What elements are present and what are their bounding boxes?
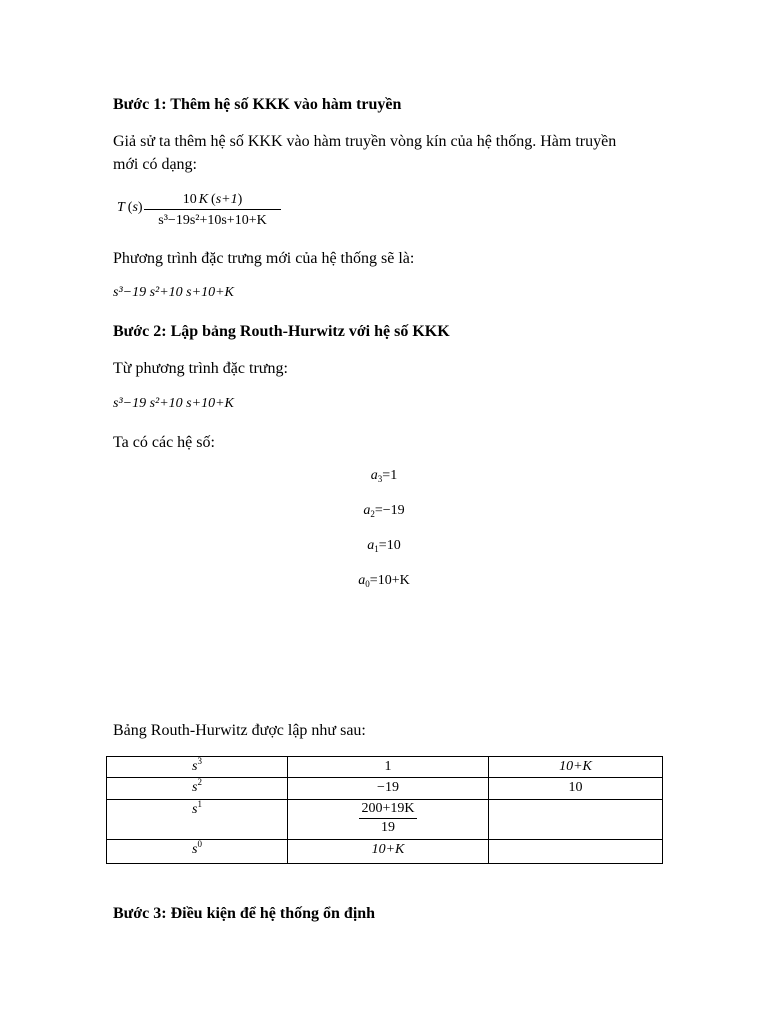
fraction-numerator: 200+19K (359, 800, 416, 819)
transfer-function-lhs: T (s) (117, 200, 143, 215)
coefficient-a2: $a_2=-19$ (363, 503, 405, 519)
table-cell-power: $s^3$ (107, 757, 288, 778)
table-row (107, 800, 663, 840)
table-cell-power: $s^2$ (107, 778, 288, 800)
step2-paragraph-3: Bảng Routh-Hurwitz được lập như sau: (113, 722, 366, 739)
table-row (107, 757, 663, 778)
table-row (107, 840, 663, 864)
tf-lhs-symbol: T (117, 200, 125, 215)
table-cell: 10+K (288, 840, 489, 864)
step1-paragraph-2: Phương trình đặc trưng mới của hệ thống sẽ là: (113, 250, 415, 267)
table-cell: 10+K (489, 757, 663, 778)
table-cell (489, 840, 663, 864)
coefficient-a0: $a_0=10+K$ (358, 573, 410, 589)
step2-paragraph: Từ phương trình đặc trưng: (113, 360, 288, 377)
coefficient-a3: $a_3=1$ (370, 468, 398, 484)
tf-num-coef: 10 (182, 192, 197, 207)
char-eq-1-text: s³−19 s²+10 s+10+K (113, 285, 234, 300)
table-cell: −19 (288, 778, 489, 800)
characteristic-equation-2 (113, 396, 234, 412)
step1-paragraph: Giả sử ta thêm hệ số KKK vào hàm truyền vòng kín của hệ thống. Hàm truyền mới có dạng: (113, 133, 617, 173)
routh-hurwitz-table (106, 756, 663, 864)
table-cell-power: $s^0$ (107, 840, 288, 864)
step2-heading: Bước 2: Lập bảng Routh-Hurwitz với hệ số KKK (113, 323, 450, 340)
tf-arg: s (132, 200, 138, 215)
tf-numerator: 10 K (s+1) (182, 192, 243, 207)
table-cell-power: $s^1$ (107, 800, 288, 840)
tf-num-paren: s+1 (215, 192, 238, 207)
fraction (359, 800, 416, 837)
table-cell: 1 (288, 757, 489, 778)
transfer-function-fraction (144, 191, 281, 230)
step2-paragraph-2: Ta có các hệ số: (113, 434, 215, 451)
table-row (107, 778, 663, 800)
step1-heading: Bước 1: Thêm hệ số KKK vào hàm truyền (113, 96, 402, 113)
characteristic-equation-1 (113, 285, 234, 301)
char-eq-2-text: s³−19 s²+10 s+10+K (113, 396, 234, 411)
table-cell: 10 (489, 778, 663, 800)
coefficient-a1: $a_1=10$ (367, 538, 401, 554)
tf-denominator: s³−19s²+10s+10+K (144, 209, 281, 230)
table-cell-fraction (288, 800, 489, 840)
tf-num-k: K (198, 192, 209, 207)
fraction-denominator: 19 (380, 820, 395, 835)
table-cell (489, 800, 663, 840)
step3-heading: Bước 3: Điều kiện để hệ thống ổn định (113, 905, 376, 922)
